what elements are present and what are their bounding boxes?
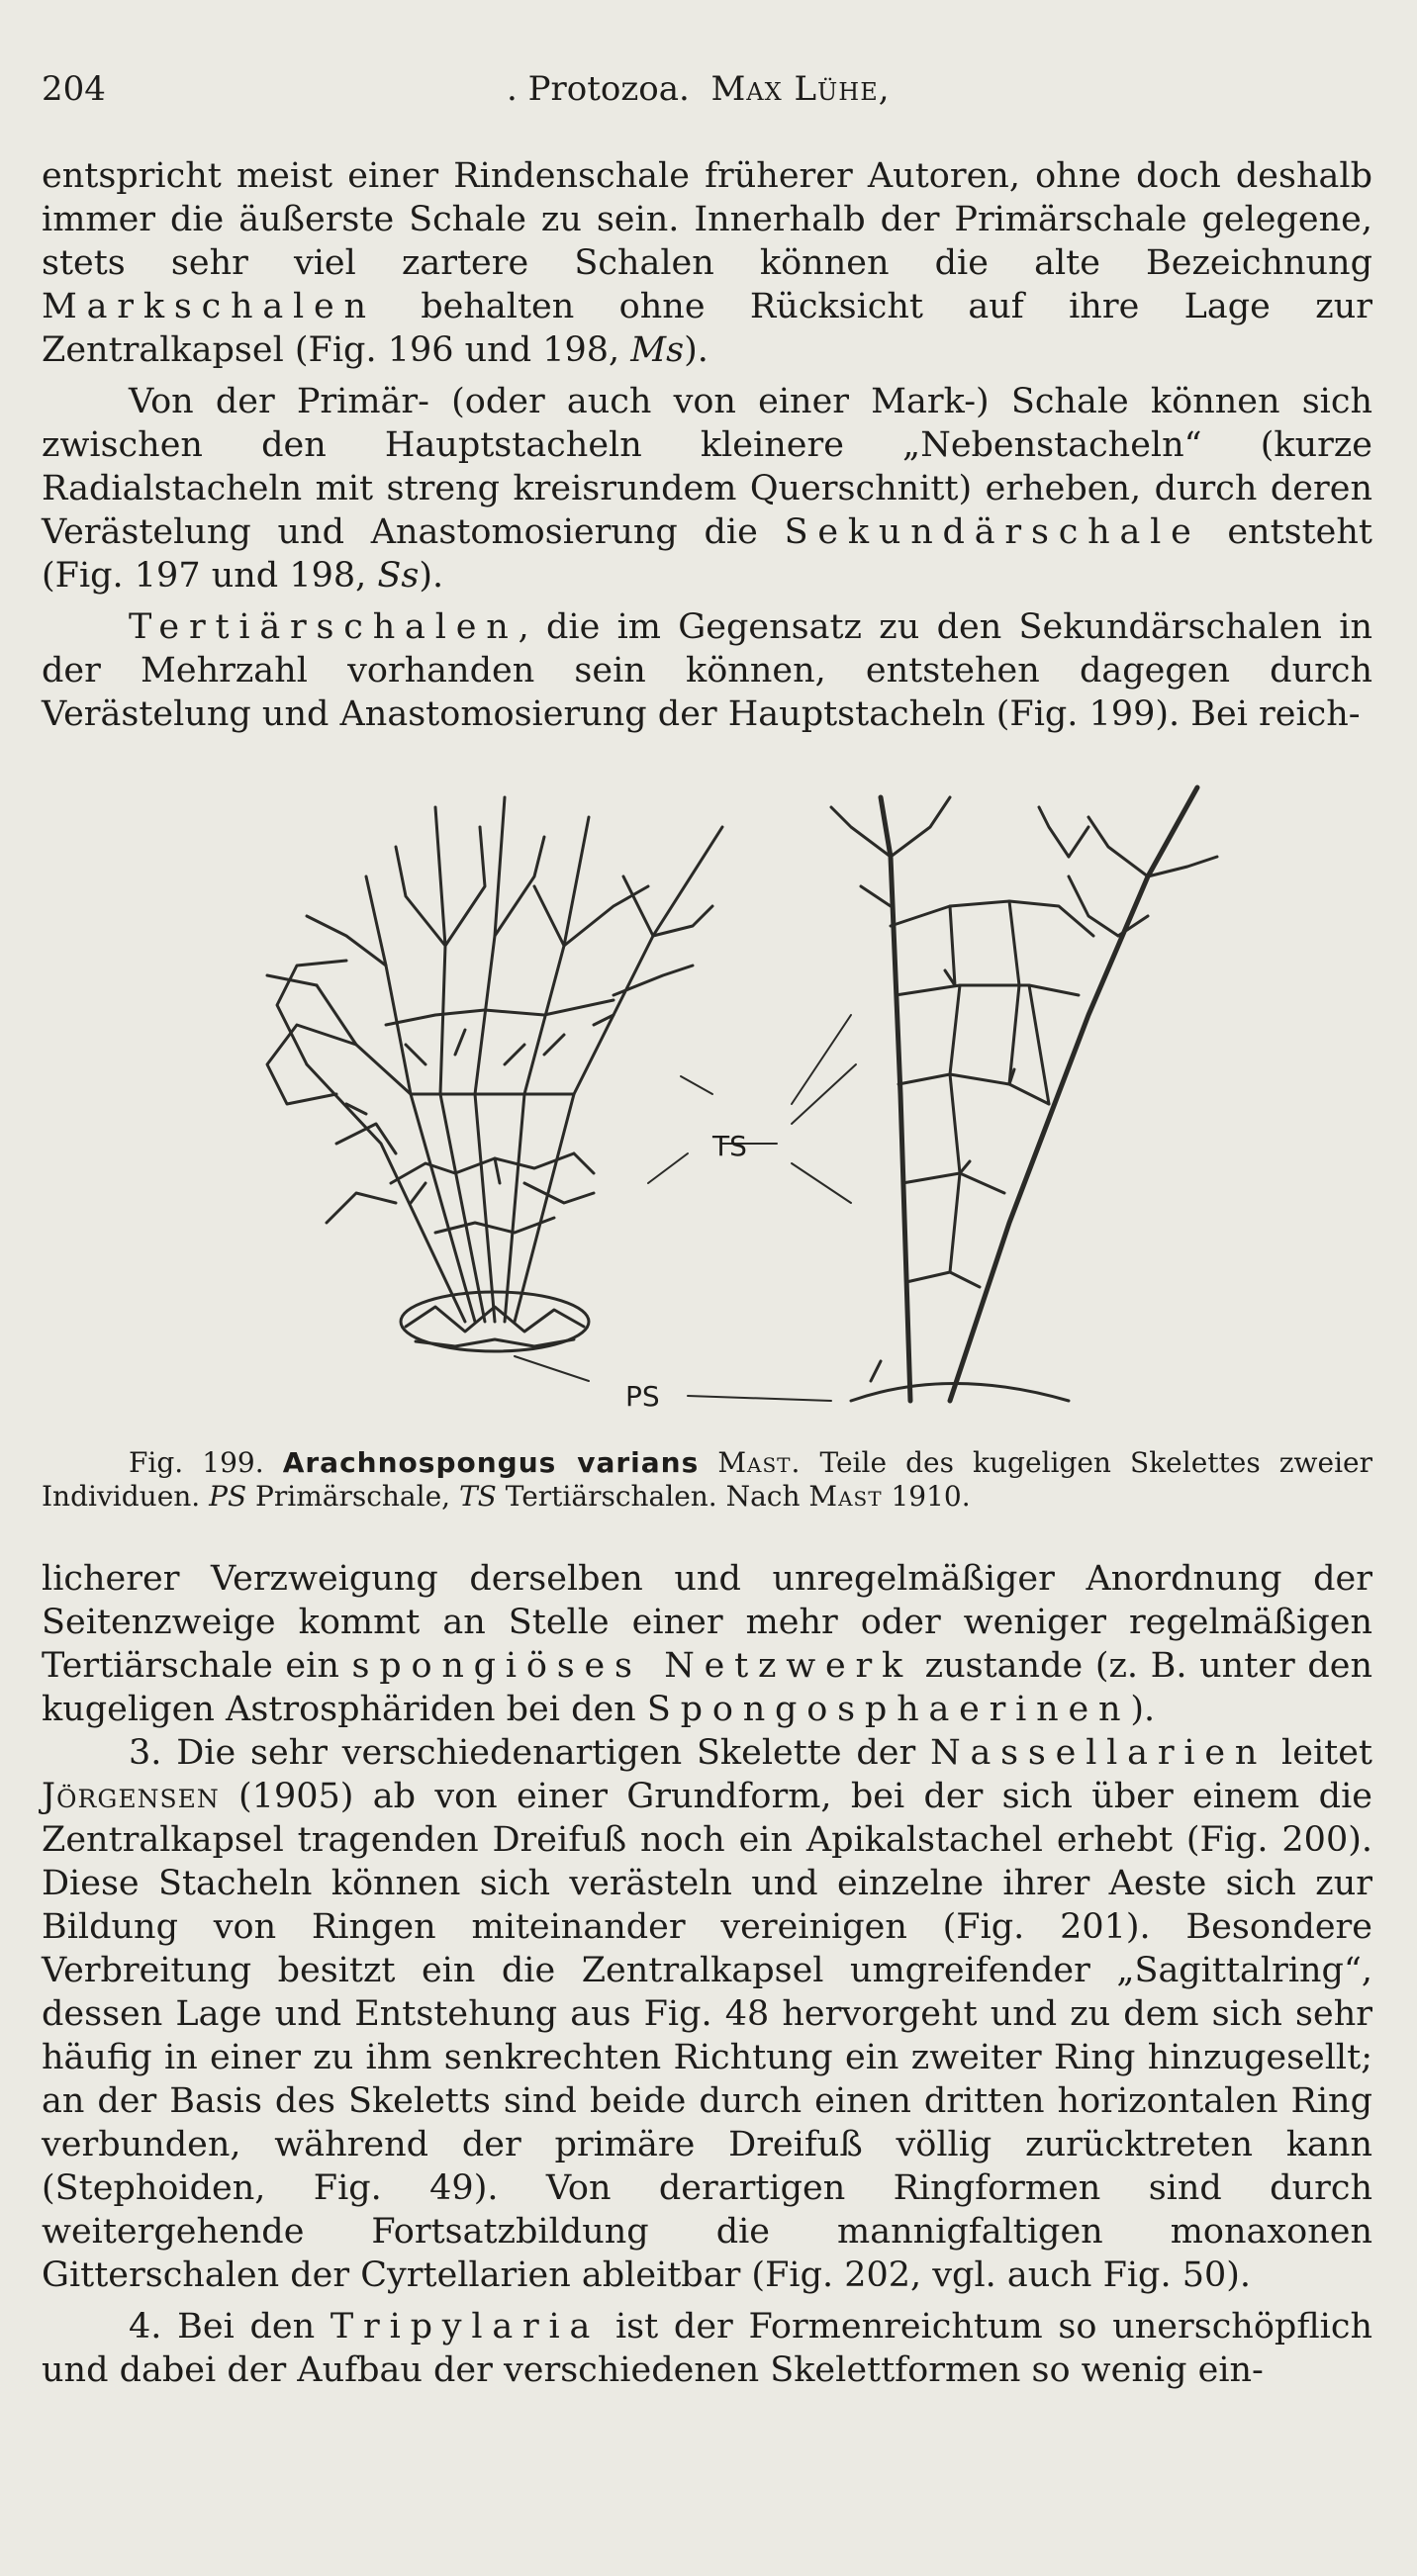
figure-caption: Fig. 199. Arachnospongus varians Mast. Teile des kugeligen Skelettes zweier Individuen. PS Primärschale, TS Tertiärschalen. Nach Mast 1910.	[42, 1446, 1372, 1513]
caption-fig-number: Fig. 199.	[129, 1446, 264, 1479]
running-head-author: Max Lühe,	[710, 69, 891, 109]
running-head-title: . Protozoa.	[507, 69, 690, 109]
right-skeleton-drawing	[831, 787, 1217, 1401]
caption-author: Mast.	[717, 1446, 802, 1479]
page-header	[42, 65, 1372, 113]
running-head	[507, 65, 891, 113]
label-ps: PS	[625, 1380, 660, 1413]
paragraph-3: Tertiärschalen, die im Gegensatz zu den Sekundärschalen in der Mehrzahl vorhanden sein können, entstehen dagegen durch Verästelung und Anastomosierung der Hauptstacheln (Fig. 199). Bei reich-	[42, 607, 1372, 734]
text-block-bottom	[42, 1557, 1372, 2392]
label-leader-lines	[515, 1015, 856, 1401]
left-skeleton-drawing	[267, 797, 722, 1351]
text-block-top	[42, 154, 1372, 736]
paragraph-6: 4. Bei den Tripylaria ist der Formenreichtum so unerschöpflich und dabei der Aufbau der verschiedenen Skelettformen so wenig ein-	[42, 2307, 1372, 2390]
label-ts: TS	[712, 1130, 747, 1162]
skeleton-illustration	[198, 768, 1247, 1440]
paragraph-5: 3. Die sehr verschiedenartigen Skelette der Nassellarien leitet Jörgensen (1905) ab von einer Grundform, bei der sich über einem die Zentralkapsel tragenden Dreifuß noch ein Apikalstachel erhebt (Fig. 200). Diese Stacheln können sich verästeln und einzelne ihrer Aeste sich zur Bildung von Ringen miteinander vereinigen (Fig. 201). Besondere Verbreitung besitzt ein die Zentralkapsel umgreifender „Sagittalring“, dessen Lage und Entstehung aus Fig. 48 hervorgeht und zu dem sich sehr häufig in einer zu ihm senkrechten Richtung ein zweiter Ring hinzugesellt; an der Basis des Skeletts sind beide durch einen dritten horizontalen Ring verbunden, während der primäre Dreifuß völlig zurücktreten kann (Stephoiden, Fig. 49). Von derartigen Ringformen sind durch weitergehende Fortsatzbildung die mannigfaltigen monaxonen Gitterschalen der Cyrtellarien ableitbar (Fig. 202, vgl. auch Fig. 50).	[42, 1733, 1372, 2295]
paragraph-4: licherer Verzweigung derselben und unregelmäßiger Anordnung der Seitenzweige kommt an Stelle einer mehr oder weniger regelmäßigen Tertiärschale ein spongiöses Netzwerk zustande (z. B. unter den kugeligen Astrosphäriden bei den Spongosphaerinen).	[42, 1559, 1372, 1729]
caption-species: Arachnospongus varians	[282, 1446, 700, 1479]
paragraph-1: entspricht meist einer Rindenschale früherer Autoren, ohne doch deshalb immer die äußerste Schale zu sein. Innerhalb der Primärschale gelegene, stets sehr viel zartere Schalen können die alte Bezeichnung Markschalen behalten ohne Rücksicht auf ihre Lage zur Zentralkapsel (Fig. 196 und 198, Ms).	[42, 156, 1372, 370]
paragraph-2: Von der Primär- (oder auch von einer Mark-) Schale können sich zwischen den Hauptstacheln kleinere „Nebenstacheln“ (kurze Radialstacheln mit streng kreisrundem Querschnitt) erheben, durch deren Verästelung und Anastomosierung die Sekundärschale entsteht (Fig. 197 und 198, Ss).	[42, 382, 1372, 596]
figure-199	[198, 768, 1247, 1440]
page-number: 204	[42, 69, 106, 109]
